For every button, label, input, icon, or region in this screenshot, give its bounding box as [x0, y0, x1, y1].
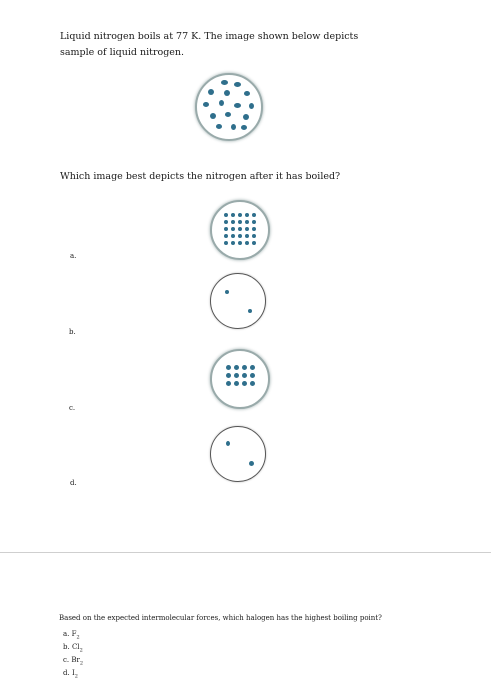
- molecule: [238, 227, 242, 231]
- option-a-image[interactable]: [210, 200, 270, 260]
- molecule: [243, 114, 249, 120]
- molecule: [203, 102, 209, 107]
- option-formula: Br: [71, 656, 80, 664]
- molecule: [250, 381, 255, 386]
- option-subscript: 2: [79, 647, 83, 654]
- molecule: [252, 234, 256, 238]
- question1-prompt: Which image best depicts the nitrogen after it has boiled?: [60, 171, 341, 182]
- question1-intro-line2: sample of liquid nitrogen.: [60, 47, 185, 58]
- molecule: [224, 213, 228, 217]
- molecule: [234, 103, 241, 108]
- molecule-rows: [226, 365, 256, 395]
- option-a-label[interactable]: a.: [70, 252, 77, 260]
- molecule: [242, 365, 247, 370]
- molecule: [242, 381, 247, 386]
- option-subscript: 2: [74, 673, 78, 680]
- liquid-nitrogen-sample-image: [195, 73, 263, 141]
- molecule: [245, 234, 249, 238]
- question2-option-b[interactable]: [63, 643, 83, 653]
- molecule: [225, 290, 229, 294]
- molecule: [231, 234, 235, 238]
- option-subscript: 2: [76, 634, 80, 641]
- molecule: [252, 227, 256, 231]
- option-letter: b.: [63, 643, 70, 651]
- question2-prompt: Based on the expected intermolecular forces, which halogen has the highest boiling point?: [59, 614, 382, 622]
- molecule: [245, 241, 249, 245]
- option-letter: d.: [63, 669, 70, 677]
- molecule: [252, 213, 256, 217]
- molecule: [224, 227, 228, 231]
- molecule: [238, 213, 242, 217]
- molecule: [245, 213, 249, 217]
- molecule: [250, 373, 255, 378]
- molecule: [250, 365, 255, 370]
- question-divider: [0, 552, 491, 553]
- molecule: [224, 220, 228, 224]
- molecule: [252, 220, 256, 224]
- molecule: [226, 365, 231, 370]
- molecule: [238, 220, 242, 224]
- molecule: [234, 381, 239, 386]
- option-letter: a.: [63, 630, 70, 638]
- option-formula: Cl: [71, 643, 80, 651]
- molecule: [226, 381, 231, 386]
- molecule: [226, 373, 231, 378]
- molecule: [234, 365, 239, 370]
- molecule: [226, 441, 230, 446]
- molecule: [244, 91, 250, 96]
- option-d-label[interactable]: d.: [70, 479, 77, 487]
- molecule: [231, 227, 235, 231]
- molecule: [208, 89, 214, 95]
- molecule: [216, 124, 222, 129]
- molecule: [234, 373, 239, 378]
- molecule: [231, 124, 236, 130]
- molecule-grid: [224, 213, 256, 245]
- question2-option-c[interactable]: [63, 656, 83, 666]
- option-formula: I: [71, 669, 75, 677]
- option-letter: c.: [63, 656, 70, 664]
- option-formula: F: [71, 630, 77, 638]
- molecule: [242, 373, 247, 378]
- option-c-label[interactable]: c.: [69, 404, 76, 412]
- option-c-image[interactable]: [210, 349, 270, 409]
- molecule: [249, 103, 254, 109]
- option-d-image[interactable]: [210, 426, 266, 482]
- molecule: [238, 241, 242, 245]
- molecule: [231, 213, 235, 217]
- molecule: [210, 113, 216, 119]
- molecule: [224, 241, 228, 245]
- question1-intro-line1: Liquid nitrogen boils at 77 K. The image shown below depicts: [60, 31, 359, 42]
- molecule: [248, 309, 252, 313]
- molecule: [221, 80, 228, 85]
- option-b-label[interactable]: b.: [69, 328, 76, 336]
- molecule: [231, 241, 235, 245]
- molecule: [224, 90, 230, 96]
- option-subscript: 2: [79, 660, 84, 667]
- molecule: [241, 125, 247, 130]
- molecule: [249, 461, 254, 466]
- molecule: [234, 82, 241, 87]
- molecule: [252, 241, 256, 245]
- molecule: [219, 100, 224, 106]
- question2-option-a[interactable]: [63, 630, 80, 640]
- molecule: [231, 220, 235, 224]
- molecule: [245, 227, 249, 231]
- molecule: [238, 234, 242, 238]
- molecule: [245, 220, 249, 224]
- option-b-image[interactable]: [210, 273, 266, 329]
- question2-option-d[interactable]: [63, 669, 78, 679]
- molecule: [225, 112, 231, 117]
- molecule: [224, 234, 228, 238]
